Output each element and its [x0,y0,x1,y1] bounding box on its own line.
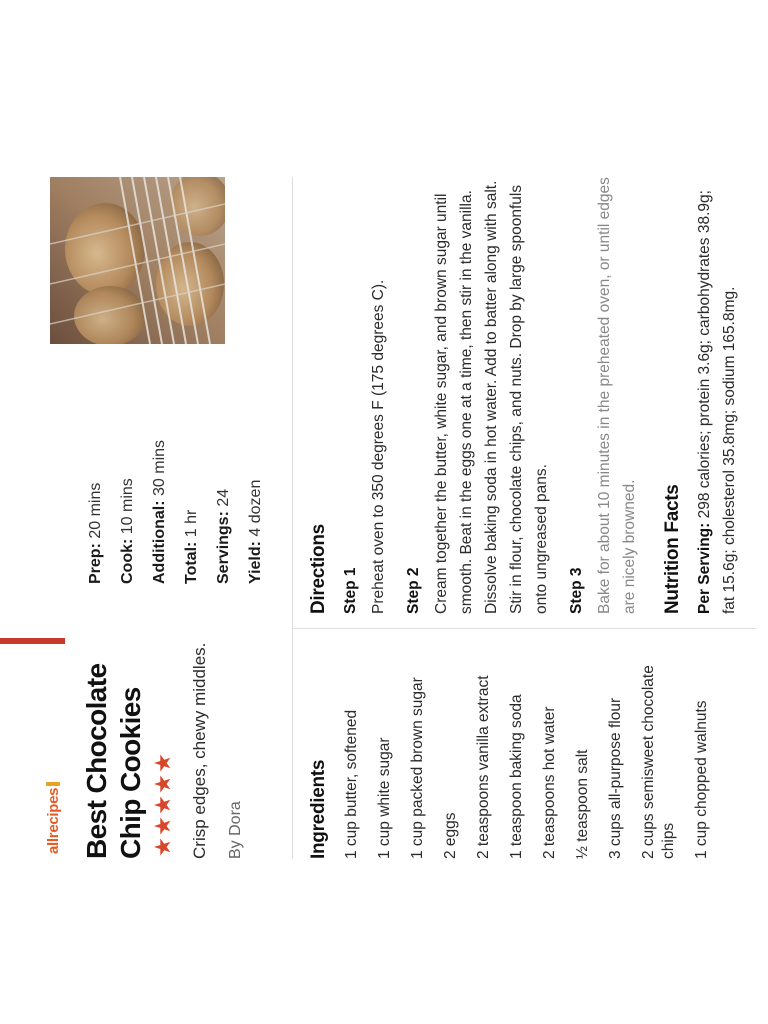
star-icon [154,838,172,856]
step-label: Step 2 [405,567,422,614]
recipe-photo [50,177,225,344]
nutrition-values: 298 calories; protein 3.6g; carbohydrates 38.9g; fat 15.6g; cholesterol 35.8mg; sodium 165.8mg. [696,190,738,614]
recipe-tagline: Crisp edges, chewy middles. [190,642,209,859]
time-label: Yield: [247,541,264,584]
column-divider [292,628,757,629]
ingredient-item: 1 cup chopped walnuts [693,700,710,859]
logo-text: allrecipes [44,787,62,854]
ingredients-section [308,644,725,859]
recipe-author[interactable]: By Dora [227,801,244,859]
time-value: 20 mins [87,482,104,539]
time-value: 10 mins [119,478,136,535]
ingredients-heading: Ingredients [308,759,329,859]
time-value: 24 [215,488,232,507]
ingredient-item: 1 cup white sugar [376,737,393,859]
logo-mark-icon [46,782,60,786]
ingredient-item: 2 teaspoons hot water [541,706,558,859]
step-text: Preheat oven to 350 degrees F (175 degrees C). [370,279,387,614]
time-label: Additional: [151,500,168,584]
allrecipes-logo[interactable] [38,782,68,854]
ingredient-item: ½ teaspoon salt [574,749,591,859]
accent-bar [0,638,65,644]
star-icon [154,817,172,835]
step-text: Bake for about 10 minutes in the preheated oven, or until edges are nicely browned. [596,177,638,614]
ingredient-item: 2 teaspoons vanilla extract [475,675,492,859]
nutrition-facts [692,174,742,614]
rating-stars [150,754,176,856]
recipe-title: Best Chocolate Chip Cookies [81,663,146,859]
recipe-times [80,364,272,584]
time-row-total [176,364,208,584]
time-row-cook [112,364,144,584]
nutrition-heading: Nutrition Facts [662,484,683,614]
step-text: Cream together the butter, white sugar, and brown sugar until smooth. Beat in the eggs one at a time, then stir in the vanilla. Dissolve baking soda in hot water. Add to batter along with salt. Stir in flour, chocolate chips, and nuts. Drop by large spoonfuls onto ungreased pans. [433,180,550,614]
time-value: 4 dozen [247,479,264,537]
star-icon [154,754,172,772]
ingredient-item: 1 teaspoon baking soda [508,694,525,859]
directions-heading: Directions [308,524,329,614]
step-label: Step 1 [342,567,359,614]
time-value: 1 hr [183,509,200,538]
time-row-servings [208,364,240,584]
time-label: Servings: [215,511,232,584]
step-label: Step 3 [568,567,585,614]
ingredient-item: 2 eggs [442,812,459,859]
time-label: Total: [183,541,200,584]
time-row-additional [144,364,176,584]
time-row-prep [80,364,112,584]
star-icon [154,796,172,814]
section-divider [292,177,293,859]
ingredient-item: 1 cup butter, softened [343,709,360,859]
star-icon [154,775,172,793]
ingredient-item: 1 cup packed brown sugar [409,677,426,859]
ingredient-item: 2 cups semisweet chocolate chips [640,665,677,859]
time-value: 30 mins [151,439,168,496]
time-label: Prep: [87,543,104,584]
time-label: Cook: [119,538,136,584]
directions-section [308,174,742,614]
ingredient-item: 3 cups all-purpose flour [607,697,624,859]
nutrition-label: Per Serving: [696,522,713,614]
time-row-yield [240,364,272,584]
